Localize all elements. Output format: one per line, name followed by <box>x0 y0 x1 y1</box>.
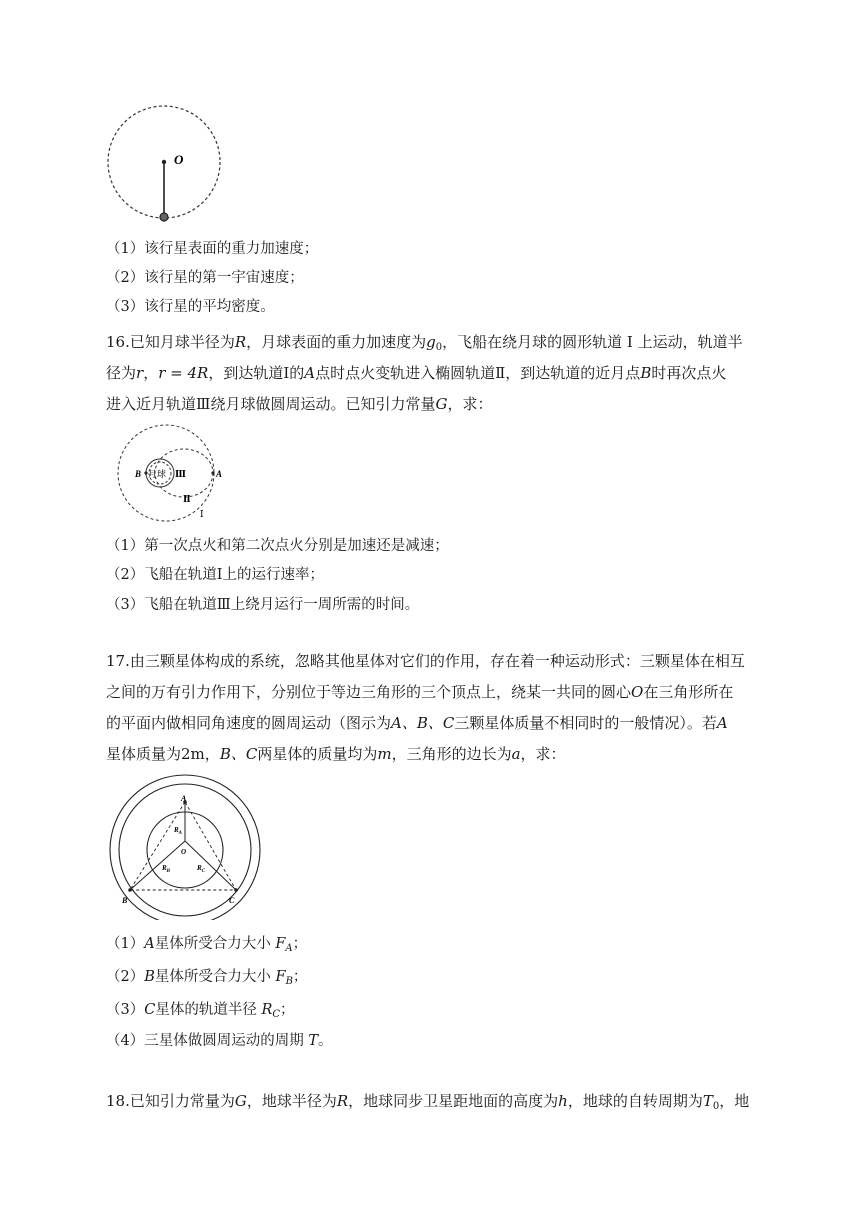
label-B: B <box>122 896 128 905</box>
triangle-ABC <box>130 802 236 890</box>
label-RB: $R_B$ <box>162 864 171 874</box>
q16-line-2: 径为r，r = 4R，到达轨道Ⅰ的A点时点火变轨进入椭圆轨道Ⅱ，到达轨道的近月点B时再次点火 <box>106 364 727 382</box>
label-orbit-I: Ⅰ <box>200 509 204 519</box>
q17-line-2: 之间的万有引力作用下，分别位于等边三角形的三个顶点上，绕某一共同的圆心O在三角形所在 <box>106 683 734 701</box>
label-moon: 月球 <box>148 469 167 479</box>
center-label: O <box>174 152 184 167</box>
q17-line-1: 17.由三颗星体构成的系统，忽略其他星体对它们的作用，存在着一种运动形式：三颗星体在相互 <box>106 652 745 670</box>
q17-stem <box>106 646 762 770</box>
q15-item-2: （2）该行星的第一宇宙速度； <box>106 270 304 286</box>
label-O: O <box>181 848 187 856</box>
q15-item-1: （1）该行星表面的重力加速度； <box>106 241 319 257</box>
label-orbit-II: Ⅱ <box>183 494 191 504</box>
label-orbit-III: Ⅲ <box>175 469 186 479</box>
pendulum-ball <box>160 213 168 221</box>
label-C: C <box>229 896 235 905</box>
radius-RB <box>130 841 185 890</box>
q17-item-4: （4）三星体做圆周运动的周期 T。 <box>106 1033 333 1049</box>
label-B: B <box>135 469 142 479</box>
star-B <box>128 888 132 892</box>
point-A <box>211 471 214 474</box>
star-C <box>234 888 238 892</box>
q18-stem <box>106 1086 762 1117</box>
label-A: A <box>216 469 223 479</box>
q15-item-3: （3）该行星的平均密度。 <box>106 299 275 315</box>
q16-item-1: （1）第一次点火和第二次点火分别是加速还是减速； <box>106 538 449 554</box>
q16-stem <box>106 327 762 420</box>
label-A: A <box>181 794 187 803</box>
orbit-figure <box>108 422 230 526</box>
label-RA: $R_A$ <box>174 826 183 836</box>
q16-line-3: 进入近月轨道Ⅲ绕月球做圆周运动。已知引力常量G，求： <box>106 395 493 413</box>
q16-item-3: （3）飞船在轨道Ⅲ上绕月运行一周所需的时间。 <box>106 597 420 613</box>
pendulum-figure <box>104 104 228 230</box>
q17-line-4: 星体质量为2m，B、C两星体的质量均为m，三角形的边长为a，求： <box>106 745 566 763</box>
q17-item-2: （2）B星体所受合力大小 $F_B$； <box>106 969 308 987</box>
q18-line-1: 18.已知引力常量为G，地球半径为R，地球同步卫星距地面的高度为h，地球的自转周期为$T_0$，地 <box>106 1092 750 1112</box>
q16-item-2: （2）飞船在轨道Ⅰ上的运行速率； <box>106 567 324 583</box>
q16-line-1: 16.已知月球半径为R，月球表面的重力加速度为$g_0$，飞船在绕月球的圆形轨道 I 上运动，轨道半 <box>106 333 743 353</box>
q17-line-3: 的平面内做相同角速度的圆周运动（图示为A、B、C三颗星体质量不相同时的一般情况）。若A <box>106 714 728 732</box>
center-point <box>162 160 166 164</box>
label-RC: $R_C$ <box>197 864 206 874</box>
q17-item-3: （3）C星体的轨道半径 $R_C$； <box>106 1002 295 1020</box>
three-star-figure <box>108 772 270 920</box>
q17-item-1: （1）A星体所受合力大小 $F_A$； <box>106 936 308 954</box>
radius-RC <box>185 841 236 890</box>
